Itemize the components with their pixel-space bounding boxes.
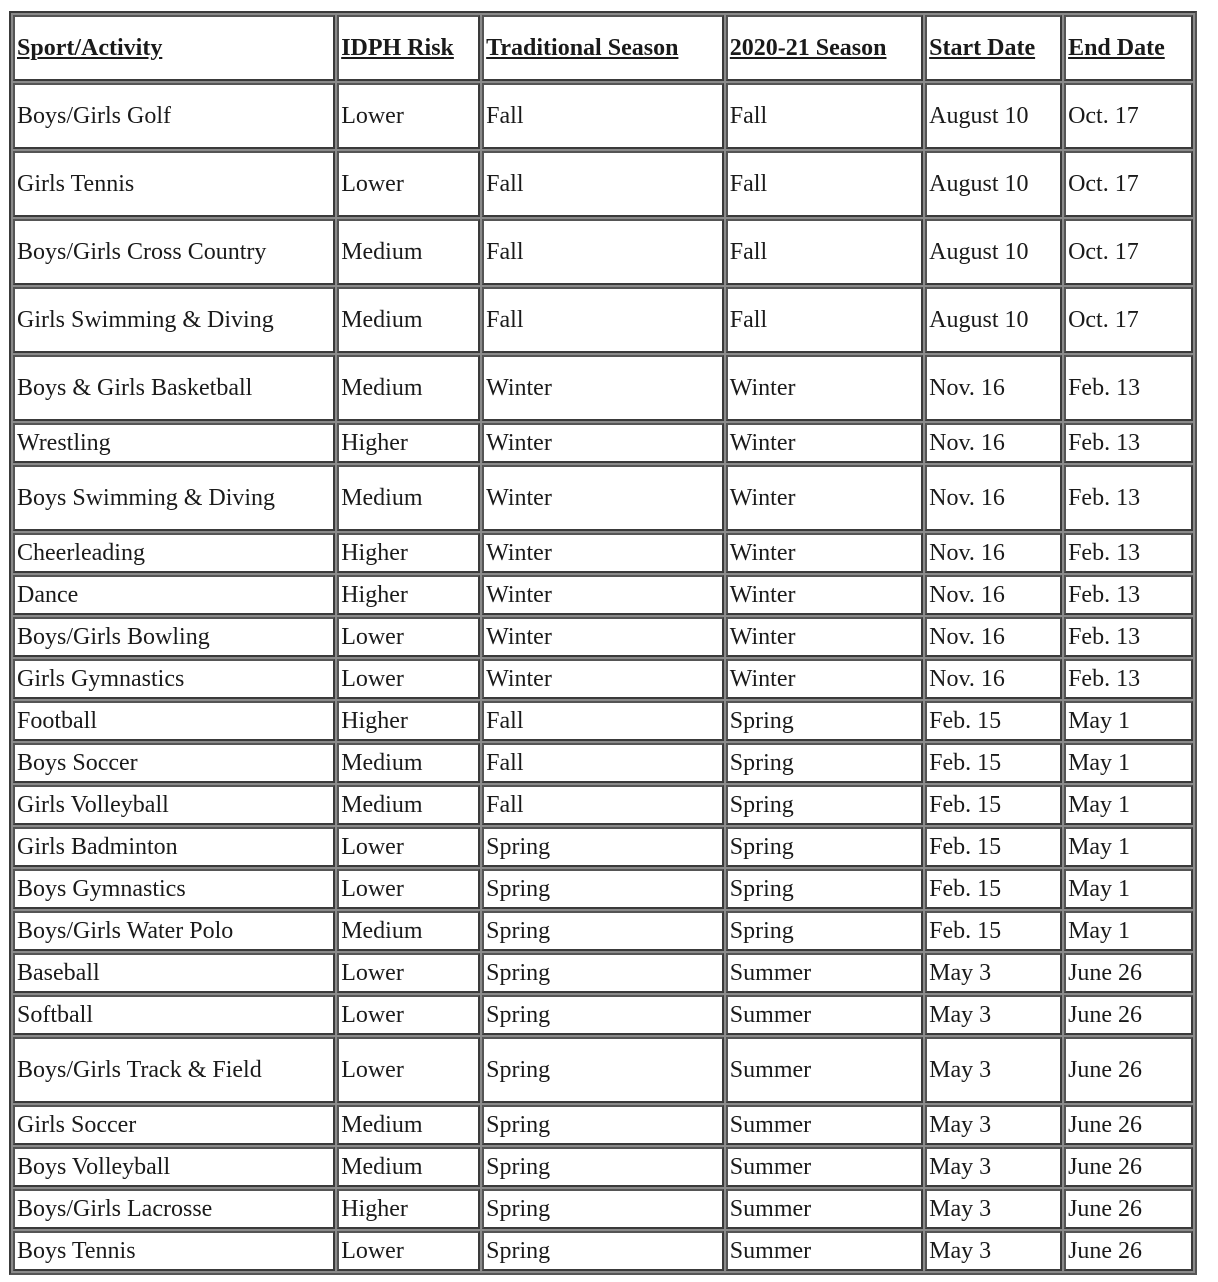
table-row bbox=[13, 1231, 1193, 1271]
cell-2020-21-season: Winter bbox=[726, 617, 923, 657]
cell-2020-21-season: Summer bbox=[726, 953, 923, 993]
cell-sport: Boys/Girls Golf bbox=[13, 83, 335, 149]
table-row bbox=[13, 1037, 1193, 1103]
cell-start-date: Feb. 15 bbox=[925, 869, 1062, 909]
cell-risk: Medium bbox=[337, 355, 480, 421]
cell-risk: Medium bbox=[337, 1105, 480, 1145]
cell-sport: Boys/Girls Cross Country bbox=[13, 219, 335, 285]
cell-start-date: Feb. 15 bbox=[925, 701, 1062, 741]
table-row bbox=[13, 953, 1193, 993]
cell-end-date: Feb. 13 bbox=[1064, 575, 1193, 615]
cell-end-date: June 26 bbox=[1064, 953, 1193, 993]
table-row bbox=[13, 617, 1193, 657]
cell-sport: Girls Soccer bbox=[13, 1105, 335, 1145]
cell-traditional-season: Winter bbox=[482, 533, 724, 573]
cell-sport: Football bbox=[13, 701, 335, 741]
cell-traditional-season: Spring bbox=[482, 995, 724, 1035]
header-idph-risk: IDPH Risk bbox=[337, 15, 480, 81]
cell-end-date: June 26 bbox=[1064, 1231, 1193, 1271]
cell-2020-21-season: Summer bbox=[726, 1037, 923, 1103]
cell-start-date: Feb. 15 bbox=[925, 785, 1062, 825]
cell-sport: Boys Volleyball bbox=[13, 1147, 335, 1187]
cell-2020-21-season: Spring bbox=[726, 701, 923, 741]
cell-end-date: Feb. 13 bbox=[1064, 465, 1193, 531]
cell-sport: Boys/Girls Track & Field bbox=[13, 1037, 335, 1103]
cell-end-date: June 26 bbox=[1064, 1037, 1193, 1103]
cell-traditional-season: Winter bbox=[482, 465, 724, 531]
cell-start-date: May 3 bbox=[925, 995, 1062, 1035]
cell-2020-21-season: Spring bbox=[726, 869, 923, 909]
cell-end-date: May 1 bbox=[1064, 827, 1193, 867]
cell-risk: Medium bbox=[337, 911, 480, 951]
cell-2020-21-season: Winter bbox=[726, 465, 923, 531]
cell-traditional-season: Spring bbox=[482, 1105, 724, 1145]
cell-end-date: June 26 bbox=[1064, 1147, 1193, 1187]
cell-sport: Cheerleading bbox=[13, 533, 335, 573]
cell-end-date: May 1 bbox=[1064, 701, 1193, 741]
cell-end-date: Oct. 17 bbox=[1064, 83, 1193, 149]
cell-risk: Medium bbox=[337, 219, 480, 285]
cell-sport: Wrestling bbox=[13, 423, 335, 463]
cell-sport: Girls Volleyball bbox=[13, 785, 335, 825]
header-start-date: Start Date bbox=[925, 15, 1062, 81]
table-row bbox=[13, 219, 1193, 285]
cell-sport: Boys/Girls Bowling bbox=[13, 617, 335, 657]
cell-start-date: Nov. 16 bbox=[925, 465, 1062, 531]
cell-risk: Medium bbox=[337, 785, 480, 825]
cell-traditional-season: Fall bbox=[482, 83, 724, 149]
header-2020-21-season: 2020-21 Season bbox=[726, 15, 923, 81]
cell-traditional-season: Spring bbox=[482, 911, 724, 951]
cell-traditional-season: Fall bbox=[482, 743, 724, 783]
table-row bbox=[13, 659, 1193, 699]
cell-end-date: June 26 bbox=[1064, 1189, 1193, 1229]
cell-risk: Lower bbox=[337, 1037, 480, 1103]
cell-risk: Lower bbox=[337, 83, 480, 149]
cell-end-date: Feb. 13 bbox=[1064, 533, 1193, 573]
cell-end-date: June 26 bbox=[1064, 995, 1193, 1035]
cell-sport: Baseball bbox=[13, 953, 335, 993]
table-row bbox=[13, 995, 1193, 1035]
cell-2020-21-season: Summer bbox=[726, 995, 923, 1035]
table-row bbox=[13, 701, 1193, 741]
table-row bbox=[13, 465, 1193, 531]
cell-start-date: Nov. 16 bbox=[925, 533, 1062, 573]
cell-traditional-season: Fall bbox=[482, 701, 724, 741]
cell-risk: Lower bbox=[337, 151, 480, 217]
cell-2020-21-season: Winter bbox=[726, 423, 923, 463]
table-row bbox=[13, 1189, 1193, 1229]
cell-end-date: Feb. 13 bbox=[1064, 659, 1193, 699]
header-traditional-season: Traditional Season bbox=[482, 15, 724, 81]
cell-sport: Boys Gymnastics bbox=[13, 869, 335, 909]
cell-traditional-season: Spring bbox=[482, 1037, 724, 1103]
table-row bbox=[13, 533, 1193, 573]
cell-risk: Higher bbox=[337, 575, 480, 615]
cell-sport: Girls Swimming & Diving bbox=[13, 287, 335, 353]
cell-traditional-season: Fall bbox=[482, 287, 724, 353]
cell-risk: Higher bbox=[337, 1189, 480, 1229]
cell-traditional-season: Spring bbox=[482, 1231, 724, 1271]
cell-sport: Dance bbox=[13, 575, 335, 615]
cell-2020-21-season: Spring bbox=[726, 785, 923, 825]
table-row bbox=[13, 827, 1193, 867]
table-row bbox=[13, 1105, 1193, 1145]
cell-end-date: Feb. 13 bbox=[1064, 423, 1193, 463]
cell-risk: Medium bbox=[337, 1147, 480, 1187]
cell-2020-21-season: Spring bbox=[726, 911, 923, 951]
cell-sport: Boys Swimming & Diving bbox=[13, 465, 335, 531]
cell-2020-21-season: Summer bbox=[726, 1105, 923, 1145]
cell-end-date: May 1 bbox=[1064, 869, 1193, 909]
cell-traditional-season: Spring bbox=[482, 1189, 724, 1229]
table-row bbox=[13, 423, 1193, 463]
header-sport-activity: Sport/Activity bbox=[13, 15, 335, 81]
cell-start-date: Feb. 15 bbox=[925, 827, 1062, 867]
cell-2020-21-season: Summer bbox=[726, 1231, 923, 1271]
cell-2020-21-season: Spring bbox=[726, 827, 923, 867]
cell-2020-21-season: Winter bbox=[726, 355, 923, 421]
cell-start-date: May 3 bbox=[925, 1189, 1062, 1229]
table-row bbox=[13, 575, 1193, 615]
cell-start-date: May 3 bbox=[925, 1037, 1062, 1103]
cell-traditional-season: Spring bbox=[482, 827, 724, 867]
header-row bbox=[13, 15, 1193, 81]
cell-traditional-season: Winter bbox=[482, 659, 724, 699]
cell-2020-21-season: Fall bbox=[726, 219, 923, 285]
cell-risk: Lower bbox=[337, 659, 480, 699]
header-end-date: End Date bbox=[1064, 15, 1193, 81]
cell-traditional-season: Winter bbox=[482, 355, 724, 421]
table-row bbox=[13, 743, 1193, 783]
cell-2020-21-season: Winter bbox=[726, 533, 923, 573]
table-row bbox=[13, 83, 1193, 149]
cell-sport: Boys Soccer bbox=[13, 743, 335, 783]
cell-risk: Higher bbox=[337, 533, 480, 573]
sports-schedule-table bbox=[9, 11, 1197, 1275]
cell-traditional-season: Winter bbox=[482, 575, 724, 615]
cell-risk: Lower bbox=[337, 995, 480, 1035]
cell-sport: Boys & Girls Basketball bbox=[13, 355, 335, 421]
table-row bbox=[13, 911, 1193, 951]
cell-start-date: Feb. 15 bbox=[925, 911, 1062, 951]
table-row bbox=[13, 287, 1193, 353]
table-row bbox=[13, 1147, 1193, 1187]
cell-start-date: May 3 bbox=[925, 953, 1062, 993]
cell-traditional-season: Spring bbox=[482, 953, 724, 993]
cell-start-date: August 10 bbox=[925, 219, 1062, 285]
cell-2020-21-season: Fall bbox=[726, 287, 923, 353]
cell-2020-21-season: Fall bbox=[726, 151, 923, 217]
cell-2020-21-season: Summer bbox=[726, 1147, 923, 1187]
cell-start-date: August 10 bbox=[925, 287, 1062, 353]
cell-traditional-season: Winter bbox=[482, 617, 724, 657]
cell-end-date: May 1 bbox=[1064, 785, 1193, 825]
cell-risk: Medium bbox=[337, 287, 480, 353]
table-row bbox=[13, 151, 1193, 217]
cell-start-date: Nov. 16 bbox=[925, 423, 1062, 463]
cell-traditional-season: Fall bbox=[482, 785, 724, 825]
cell-risk: Higher bbox=[337, 701, 480, 741]
cell-2020-21-season: Summer bbox=[726, 1189, 923, 1229]
cell-sport: Boys/Girls Water Polo bbox=[13, 911, 335, 951]
cell-sport: Girls Badminton bbox=[13, 827, 335, 867]
cell-start-date: May 3 bbox=[925, 1105, 1062, 1145]
cell-end-date: May 1 bbox=[1064, 743, 1193, 783]
cell-risk: Medium bbox=[337, 465, 480, 531]
cell-start-date: August 10 bbox=[925, 83, 1062, 149]
cell-sport: Softball bbox=[13, 995, 335, 1035]
cell-sport: Boys Tennis bbox=[13, 1231, 335, 1271]
cell-risk: Lower bbox=[337, 953, 480, 993]
cell-end-date: Oct. 17 bbox=[1064, 287, 1193, 353]
cell-start-date: August 10 bbox=[925, 151, 1062, 217]
cell-risk: Lower bbox=[337, 617, 480, 657]
cell-end-date: Oct. 17 bbox=[1064, 151, 1193, 217]
cell-start-date: Feb. 15 bbox=[925, 743, 1062, 783]
cell-end-date: June 26 bbox=[1064, 1105, 1193, 1145]
cell-risk: Lower bbox=[337, 869, 480, 909]
table-row bbox=[13, 355, 1193, 421]
cell-2020-21-season: Spring bbox=[726, 743, 923, 783]
cell-sport: Boys/Girls Lacrosse bbox=[13, 1189, 335, 1229]
table-row bbox=[13, 785, 1193, 825]
cell-sport: Girls Gymnastics bbox=[13, 659, 335, 699]
cell-sport: Girls Tennis bbox=[13, 151, 335, 217]
cell-2020-21-season: Winter bbox=[726, 659, 923, 699]
cell-risk: Lower bbox=[337, 827, 480, 867]
cell-start-date: Nov. 16 bbox=[925, 659, 1062, 699]
cell-end-date: Oct. 17 bbox=[1064, 219, 1193, 285]
cell-start-date: May 3 bbox=[925, 1147, 1062, 1187]
cell-traditional-season: Fall bbox=[482, 219, 724, 285]
cell-2020-21-season: Fall bbox=[726, 83, 923, 149]
cell-traditional-season: Fall bbox=[482, 151, 724, 217]
table-row bbox=[13, 869, 1193, 909]
cell-end-date: Feb. 13 bbox=[1064, 355, 1193, 421]
cell-traditional-season: Winter bbox=[482, 423, 724, 463]
cell-end-date: May 1 bbox=[1064, 911, 1193, 951]
cell-risk: Higher bbox=[337, 423, 480, 463]
cell-2020-21-season: Winter bbox=[726, 575, 923, 615]
cell-traditional-season: Spring bbox=[482, 1147, 724, 1187]
cell-start-date: Nov. 16 bbox=[925, 575, 1062, 615]
cell-end-date: Feb. 13 bbox=[1064, 617, 1193, 657]
cell-start-date: May 3 bbox=[925, 1231, 1062, 1271]
cell-risk: Medium bbox=[337, 743, 480, 783]
cell-start-date: Nov. 16 bbox=[925, 617, 1062, 657]
cell-start-date: Nov. 16 bbox=[925, 355, 1062, 421]
cell-traditional-season: Spring bbox=[482, 869, 724, 909]
cell-risk: Lower bbox=[337, 1231, 480, 1271]
